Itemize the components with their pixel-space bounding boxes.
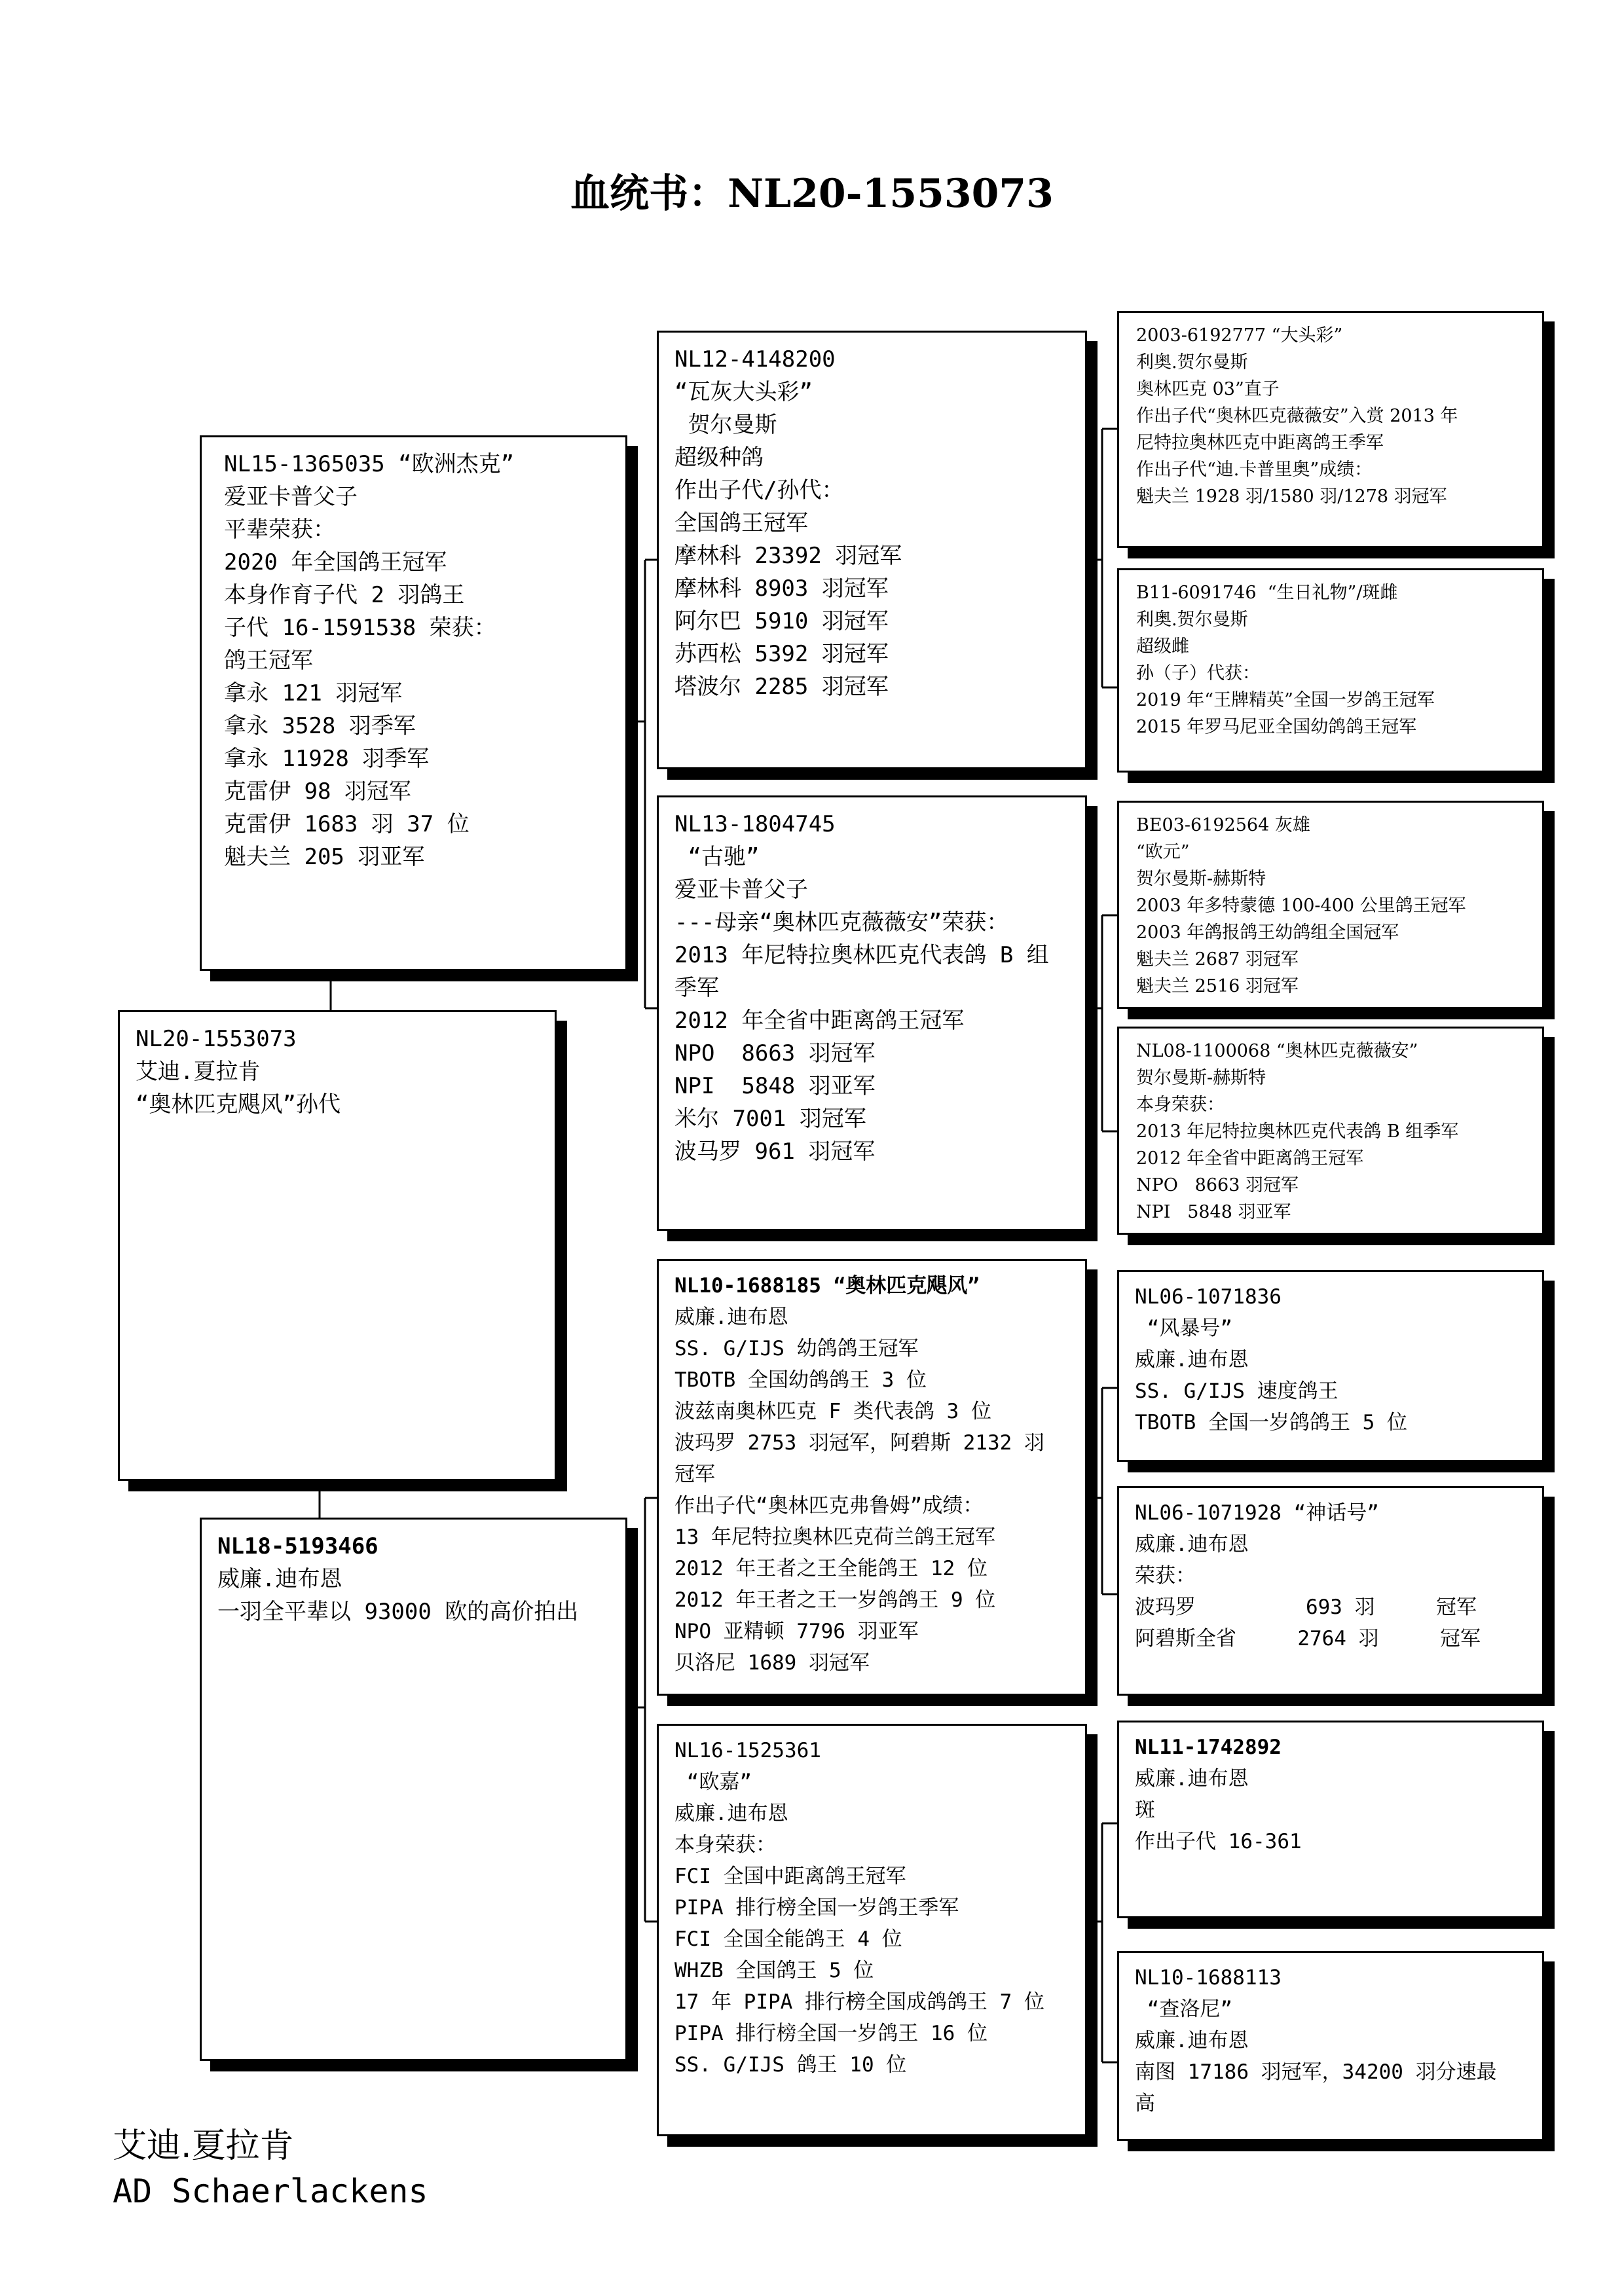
card-line: 魁夫兰 1928 羽/1580 羽/1278 羽冠军 [1136, 486, 1447, 507]
card-line: SS. G/IJS 速度鸽王 [1135, 1379, 1338, 1403]
card-line: 波兹南奥林匹克 F 类代表鸽 3 位 [674, 1400, 991, 1423]
card-line: 本身荣获： [1136, 1095, 1225, 1115]
card-line: 米尔 7001 羽冠军 [674, 1106, 866, 1132]
card-line: 苏西松 5392 羽冠军 [674, 641, 889, 667]
card-line: 2003 年鸽报鸽王幼鸽组全国冠军 [1136, 922, 1399, 943]
great-grandparent-card-5 [1117, 1270, 1544, 1462]
card-line: 摩林科 23392 羽冠军 [674, 543, 902, 569]
card-line: 2012 年全省中距离鸽王冠军 [674, 1008, 965, 1034]
card-line: 威廉.迪布恩 [1135, 1348, 1249, 1372]
card-line: 奥林匹克 03”直子 [1136, 379, 1280, 399]
card-line: SS. G/IJS 幼鸽鸽王冠军 [674, 1337, 919, 1360]
card-line: NL12-4148200 [674, 346, 836, 373]
sire-dam-card [657, 795, 1087, 1231]
card-line: 威廉.迪布恩 [1135, 1767, 1249, 1791]
card-line: NPO 8663 羽冠军 [674, 1040, 876, 1066]
page-title: 血统书：NL20-1553073 [570, 171, 1054, 217]
card-line: 威廉.迪布恩 [674, 1802, 788, 1825]
card-line: 克雷伊 98 羽冠军 [224, 778, 411, 805]
card-line: NL11-1742892 [1135, 1736, 1282, 1759]
card-line: 平辈荣获： [224, 517, 335, 543]
great-grandparent-card-4 [1117, 1027, 1544, 1235]
card-line: 2003-6192777 “大头彩” [1136, 325, 1343, 346]
card-line: 超级种鸽 [674, 445, 764, 471]
card-line: 一羽全平辈以 93000 欧的高价拍出 [217, 1599, 579, 1625]
card-line: TBOTB 全国幼鸽鸽王 3 位 [674, 1368, 927, 1392]
card-line: 2013 年尼特拉奥林匹克代表鸽 B 组 [674, 942, 1049, 968]
card-line: NL20-1553073 [136, 1026, 297, 1052]
card-line: 爱亚卡普父子 [674, 877, 808, 903]
card-line: “古驰” [674, 844, 760, 870]
subject-card [118, 1010, 557, 1481]
great-grandparent-card-3 [1117, 801, 1544, 1009]
card-line: NL13-1804745 [674, 811, 836, 837]
card-line: 鸽王冠军 [224, 647, 313, 674]
signature-name-en: AD Schaerlackens [113, 2172, 428, 2210]
card-line: 魁夫兰 2516 羽冠军 [1136, 976, 1299, 996]
card-line: 2003 年多特蒙德 100-400 公里鸽王冠军 [1136, 896, 1466, 916]
card-line: 南图 17186 羽冠军，34200 羽分速最 [1135, 2060, 1497, 2084]
card-line: 尼特拉奥林匹克中距离鸽王季军 [1136, 433, 1384, 453]
card-line: PIPA 排行榜全国一岁鸽王季军 [674, 1896, 959, 1920]
card-line: WHZB 全国鸽王 5 位 [674, 1959, 874, 1982]
card-line: 阿尔巴 5910 羽冠军 [674, 608, 889, 634]
card-line: 17 年 PIPA 排行榜全国成鸽鸽王 7 位 [674, 1990, 1044, 2014]
card-line: 作出子代 16-361 [1135, 1830, 1302, 1853]
card-line: 阿碧斯全省 2764 羽 冠军 [1135, 1627, 1481, 1650]
card-line: 拿永 121 羽冠军 [224, 680, 403, 706]
card-line: 超级雌 [1136, 636, 1189, 657]
card-line: 2012 年王者之王全能鸽王 12 位 [674, 1557, 987, 1580]
card-line: NL15-1365035 “欧洲杰克” [224, 451, 515, 477]
card-line: 摩林科 8903 羽冠军 [674, 575, 889, 602]
card-line: NPO 亚精顿 7796 羽亚军 [674, 1620, 919, 1643]
card-line: FCI 全国中距离鸽王冠军 [674, 1865, 906, 1888]
dam-dam-card [657, 1724, 1087, 2136]
card-line: NL18-5193466 [217, 1533, 378, 1559]
card-line: 贝洛尼 1689 羽冠军 [674, 1651, 870, 1675]
card-line: “欧元” [1136, 842, 1190, 862]
card-line: 子代 16-1591538 荣获： [224, 615, 496, 641]
card-line: 作出子代/孙代： [674, 477, 844, 503]
card-line: 爱亚卡普父子 [224, 484, 358, 510]
card-line: 2015 年罗马尼亚全国幼鸽鸽王冠军 [1136, 717, 1417, 737]
card-line: 2013 年尼特拉奥林匹克代表鸽 B 组季军 [1136, 1121, 1459, 1142]
card-line: 威廉.迪布恩 [1135, 1533, 1249, 1556]
card-line: 高 [1135, 2092, 1155, 2115]
card-line: “欧嘉” [674, 1770, 752, 1794]
card-line: 2020 年全国鸽王冠军 [224, 549, 447, 575]
card-line: 威廉.迪布恩 [1135, 2029, 1249, 2052]
card-line: 波马罗 961 羽冠军 [674, 1139, 876, 1165]
card-line: B11-6091746 “生日礼物”/斑雌 [1136, 583, 1398, 603]
card-line: NL06-1071836 [1135, 1285, 1282, 1309]
card-line: 2012 年王者之王一岁鸽鸽王 9 位 [674, 1588, 996, 1612]
dam-card [200, 1518, 627, 2061]
dam-sire-card [657, 1259, 1087, 1696]
card-line: 本身荣获： [674, 1833, 776, 1857]
card-line: 季军 [674, 975, 719, 1001]
great-grandparent-card-1 [1117, 311, 1544, 548]
card-line: 贺尔曼斯-赫斯特 [1136, 1068, 1266, 1088]
card-line: 荣获： [1135, 1564, 1196, 1588]
card-line: 本身作育子代 2 羽鸽王 [224, 582, 465, 608]
card-line: 威廉.迪布恩 [674, 1305, 788, 1329]
card-line: “奥林匹克飓风”孙代 [136, 1091, 341, 1118]
card-line: 作出子代“奥林匹克薇薇安”入赏 2013 年 [1136, 406, 1458, 426]
card-line: 冠军 [674, 1463, 715, 1486]
card-line: 艾迪.夏拉肯 [136, 1059, 261, 1085]
card-line: NL10-1688185 “奥林匹克飓风” [674, 1274, 980, 1298]
card-line: 拿永 11928 羽季军 [224, 746, 430, 772]
sire-card [200, 435, 627, 971]
card-line: 利奥.贺尔曼斯 [1136, 352, 1248, 373]
card-line: 魁夫兰 2687 羽冠军 [1136, 949, 1299, 970]
card-line: “风暴号” [1135, 1317, 1232, 1340]
card-line: 2019 年“王牌精英”全国一岁鸽王冠军 [1136, 690, 1435, 710]
card-line: 威廉.迪布恩 [217, 1566, 342, 1592]
card-line: “瓦灰大头彩” [674, 379, 813, 405]
card-line: 作出子代“迪.卡普里奥”成绩： [1136, 460, 1373, 480]
card-line: FCI 全国全能鸽王 4 位 [674, 1927, 902, 1951]
sire-sire-card [657, 331, 1087, 769]
signature-name: 艾迪.夏拉肯 [113, 2126, 294, 2166]
card-line: NPI 5848 羽亚军 [674, 1073, 876, 1099]
card-line: NPO 8663 羽冠军 [1136, 1175, 1299, 1195]
great-grandparent-card-6 [1117, 1486, 1544, 1696]
card-line: BE03-6192564 灰雄 [1136, 815, 1310, 835]
great-grandparent-card-2 [1117, 568, 1544, 773]
card-line: NPI 5848 羽亚军 [1136, 1202, 1291, 1222]
card-line: 贺尔曼斯 [674, 412, 777, 438]
card-line: 波玛罗 2753 羽冠军，阿碧斯 2132 羽 [674, 1431, 1044, 1455]
card-line: 克雷伊 1683 羽 37 位 [224, 811, 470, 837]
card-line: 13 年尼特拉奥林匹克荷兰鸽王冠军 [674, 1525, 995, 1549]
great-grandparent-card-7 [1117, 1721, 1544, 1918]
card-line: PIPA 排行榜全国一岁鸽王 16 位 [674, 2022, 987, 2045]
card-line: ---母亲“奥林匹克薇薇安”荣获： [674, 909, 1009, 936]
card-line: 孙（子）代获： [1136, 663, 1260, 683]
card-line: “查洛尼” [1135, 1997, 1232, 2021]
card-line: NL06-1071928 “神话号” [1135, 1501, 1379, 1525]
card-line: SS. G/IJS 鸽王 10 位 [674, 2053, 907, 2077]
card-line: 波玛罗 693 羽 冠军 [1135, 1595, 1477, 1619]
card-line: 利奥.贺尔曼斯 [1136, 610, 1248, 630]
card-line: 斑 [1135, 1798, 1155, 1822]
card-line: 全国鸽王冠军 [674, 510, 808, 536]
card-line: 作出子代“奥林匹克弗鲁姆”成绩： [674, 1494, 984, 1518]
card-line: TBOTB 全国一岁鸽鸽王 5 位 [1135, 1411, 1407, 1434]
card-line: 魁夫兰 205 羽亚军 [224, 844, 425, 870]
card-line: 塔波尔 2285 羽冠军 [674, 674, 889, 700]
card-line: 2012 年全省中距离鸽王冠军 [1136, 1148, 1364, 1169]
card-line: NL16-1525361 [674, 1739, 821, 1762]
card-line: NL08-1100068 “奥林匹克薇薇安” [1136, 1041, 1418, 1061]
great-grandparent-card-8 [1117, 1951, 1544, 2141]
card-line: NL10-1688113 [1135, 1966, 1282, 1990]
card-line: 拿永 3528 羽季军 [224, 713, 416, 739]
card-line: 贺尔曼斯-赫斯特 [1136, 869, 1266, 889]
